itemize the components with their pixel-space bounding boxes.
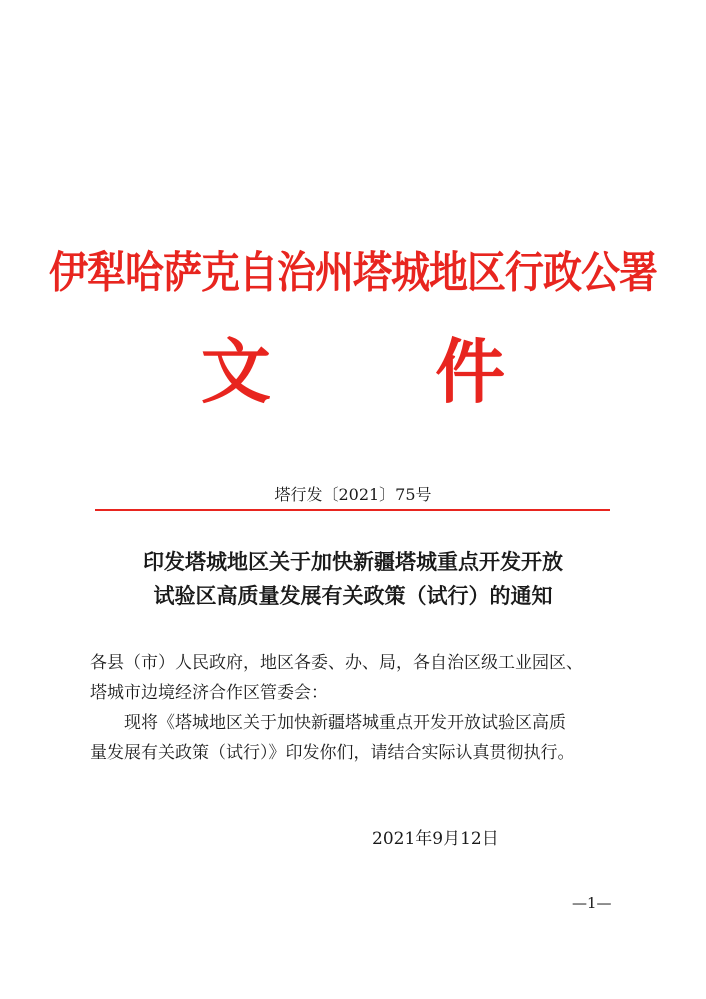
notice-title-line-2: 试验区高质量发展有关政策（试行）的通知 (153, 583, 553, 608)
body-paragraph-line-1: 现将《塔城地区关于加快新疆塔城重点开发开放试验区高质 (124, 713, 566, 733)
issuing-authority: 伊犁哈萨克自治州塔城地区行政公署 (48, 246, 657, 299)
page-number: —1— (572, 894, 612, 912)
notice-title (0, 545, 706, 613)
red-divider-line (95, 509, 610, 511)
document-number: 塔行发〔2021〕75号 (274, 485, 432, 504)
notice-body (90, 648, 630, 768)
issue-date: 2021年9月12日 (372, 829, 499, 849)
document-type-label: 文 件 (200, 330, 576, 413)
addressee-line-2: 塔城市边境经济合作区管委会： (90, 683, 328, 703)
notice-title-line-1: 印发塔城地区关于加快新疆塔城重点开发开放 (143, 549, 563, 574)
addressee-line-1: 各县（市）人民政府，地区各委、办、局，各自治区级工业园区、 (90, 653, 583, 673)
body-paragraph-line-2: 量发展有关政策（试行）》印发你们，请结合实际认真贯彻执行。 (90, 743, 575, 763)
